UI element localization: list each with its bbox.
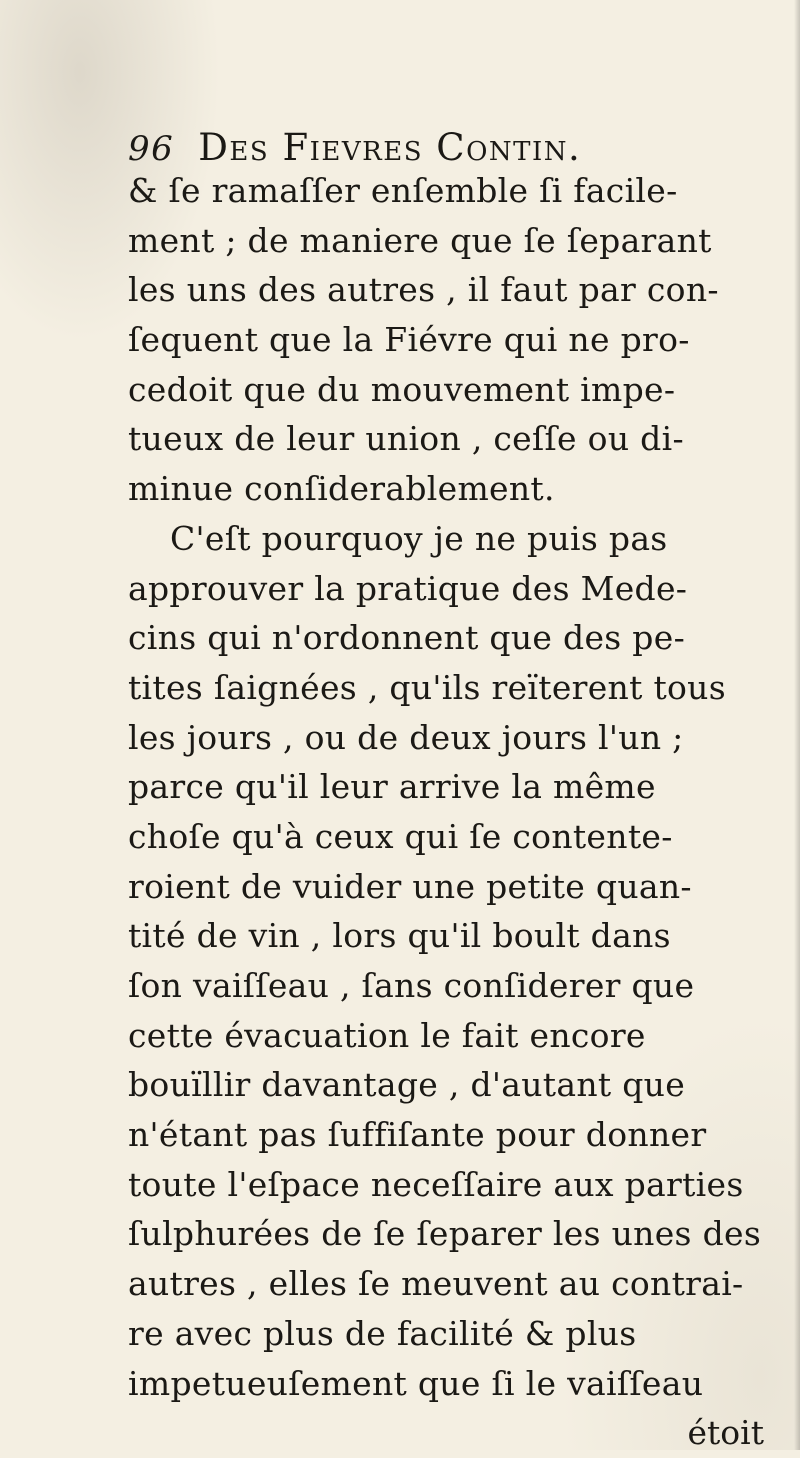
text-line: choſe qu'à ceux qui ſe contente-	[128, 816, 673, 856]
text-line: n'étant pas ſuffiſante pour donner	[128, 1115, 707, 1155]
body-text	[128, 166, 768, 1458]
page-edge-shadow	[794, 0, 800, 1450]
text-line: bouïllir davantage , d'autant que	[128, 1065, 686, 1105]
text-line: autres , elles ſe meuvent au contrai-	[128, 1264, 744, 1304]
text-line: re avec plus de facilité & plus	[128, 1313, 637, 1353]
text-line: les uns des autres , il faut par con-	[128, 270, 719, 310]
text-line: tité de vin , lors qu'il boult dans	[128, 916, 671, 956]
text-line: ment ; de maniere que ſe ſeparant	[128, 220, 712, 260]
page-number: 96	[128, 129, 175, 169]
catchword: étoit	[687, 1413, 764, 1453]
text-line: les jours , ou de deux jours l'un ;	[128, 717, 684, 757]
text-line: approuver la pratique des Mede-	[128, 568, 688, 608]
text-line: tueux de leur union , ceſſe ou di-	[128, 419, 684, 459]
paragraph-start-line: C'eſt pourquoy je ne puis pas	[170, 518, 668, 558]
text-line: toute l'eſpace neceſſaire aux parties	[128, 1164, 744, 1204]
running-head-title: Des Fievres Contin.	[198, 126, 582, 169]
text-line: cins qui n'ordonnent que des pe-	[128, 618, 686, 658]
text-line: ſulphurées de ſe ſeparer les unes des	[128, 1214, 762, 1254]
text-line: ſequent que la Fiévre qui ne pro-	[128, 320, 690, 360]
text-line: parce qu'il leur arrive la même	[128, 767, 656, 807]
text-line: & ſe ramaſſer enſemble ſi facile-	[128, 171, 678, 210]
text-line: minue conſiderablement.	[128, 469, 555, 509]
text-line: impetueuſement que ſi le vaiſſeau	[128, 1363, 704, 1403]
text-line: ſon vaiſſeau , ſans conſiderer que	[128, 966, 695, 1005]
text-line: tites ſaignées , qu'ils reïterent tous	[128, 667, 726, 707]
text-line: cedoit que du mouvement impe-	[128, 369, 676, 409]
text-line: roient de vuider une petite quan-	[128, 866, 692, 906]
text-line: cette évacuation le fait encore	[128, 1015, 646, 1055]
